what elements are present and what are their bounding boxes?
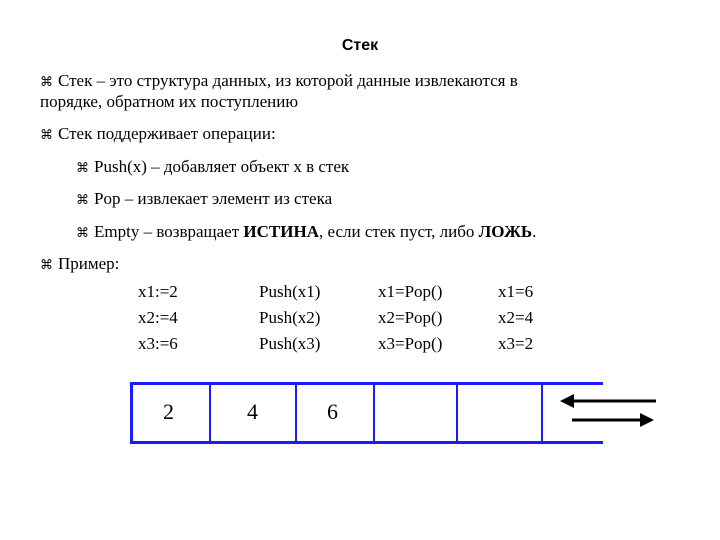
- stack-cell: 4: [247, 399, 258, 424]
- example-cell: x2:=4: [138, 308, 178, 327]
- stack-cell: 6: [327, 399, 338, 424]
- push-pop-arrows: [556, 386, 660, 436]
- command-key-icon: ⌘: [40, 128, 53, 143]
- example-cell: x3=2: [498, 334, 534, 353]
- op-empty: ⌘ Empty – возвращает ИСТИНА, если стек пуст, либо ЛОЖЬ.: [76, 222, 537, 241]
- example-cell: x3:=6: [138, 334, 178, 353]
- stack-divider: [209, 385, 211, 441]
- example-cell: x2=Pop(): [378, 308, 443, 327]
- example-cell: x3=Pop(): [378, 334, 443, 353]
- slide-title: Стек: [341, 37, 379, 54]
- stack-diagram: [130, 382, 603, 444]
- example-cell: x1=6: [498, 282, 534, 301]
- command-key-icon: ⌘: [40, 75, 53, 90]
- stack-divider: [295, 385, 297, 441]
- paragraph-1-line-2: порядке, обратном их поступлению: [40, 92, 299, 111]
- stack-divider: [541, 385, 543, 441]
- arrow-right-icon: [572, 413, 654, 427]
- paragraph-1-line-1: ⌘ Стек – это структура данных, из которой данные извлекаются в: [40, 71, 518, 90]
- example-cell: x1:=2: [138, 282, 178, 301]
- example-cell: Push(x1): [259, 282, 321, 301]
- example-cell: x2=4: [498, 308, 534, 327]
- op-push: ⌘ Push(x) – добавляет объект x в стек: [76, 157, 350, 176]
- op-pop: ⌘ Pop – извлекает элемент из стека: [76, 189, 333, 208]
- stack-divider: [456, 385, 458, 441]
- arrow-left-icon: [560, 394, 656, 408]
- example-label: ⌘ Пример:: [40, 254, 120, 273]
- stack-cell: 2: [163, 399, 174, 424]
- command-key-icon: ⌘: [76, 193, 89, 208]
- example-cell: x1=Pop(): [378, 282, 443, 301]
- command-key-icon: ⌘: [76, 226, 89, 241]
- command-key-icon: ⌘: [40, 258, 53, 273]
- example-cell: Push(x3): [259, 334, 321, 353]
- example-cell: Push(x2): [259, 308, 321, 327]
- command-key-icon: ⌘: [76, 161, 89, 176]
- stack-divider: [373, 385, 375, 441]
- paragraph-2: ⌘ Стек поддерживает операции:: [40, 124, 276, 143]
